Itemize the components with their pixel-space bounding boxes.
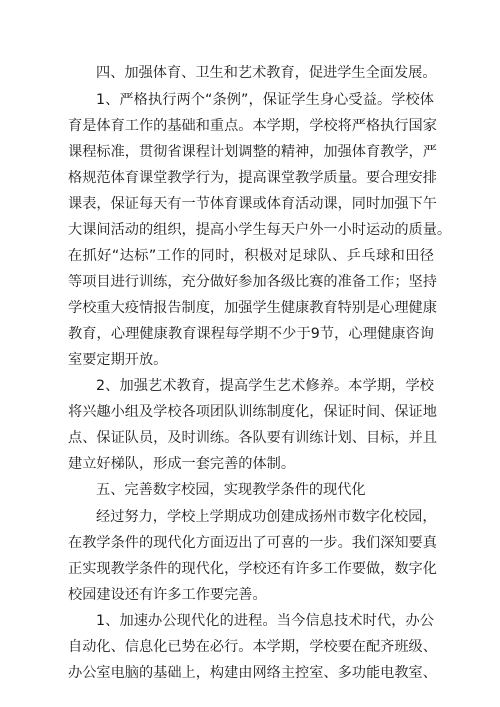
paragraph-line: 育是体育工作的基础和重点。本学期，学校将严格执行国家: [68, 118, 437, 134]
paragraph-line: 校园建设还有许多工作要完善。: [68, 587, 267, 603]
paragraph-line: 教育，心理健康教育课程每学期不少于9节，心理健康咨询: [68, 326, 434, 342]
paragraph-line: 2、加强艺术教育，提高学生艺术修养。本学期，学校: [96, 378, 434, 394]
section-heading-5: 五、完善数字校园，实现教学条件的现代化: [96, 482, 366, 498]
paragraph-line: 室要定期开放。: [68, 352, 168, 368]
paragraph-line: 课表，保证每天有一节体育课或体育活动课，同时加强下午: [68, 196, 437, 212]
paragraph-line: 1、严格执行两个“条例”，保证学生身心受益。学校体: [96, 92, 434, 108]
paragraph-line: 在抓好“达标”工作的同时，积极对足球队、乒乓球和田径: [68, 248, 434, 264]
paragraph-line: 课程标准，贯彻省课程计划调整的精神，加强体育教学，严: [68, 144, 437, 160]
paragraph-line: 等项目进行训练，充分做好参加各级比赛的准备工作；坚持: [68, 274, 437, 290]
paragraph-line: 办公室电脑的基础上，构建由网络主控室、多功能电教室、: [68, 665, 437, 681]
paragraph-line: 正实现教学条件的现代化，学校还有许多工作要做，数字化: [68, 561, 437, 577]
paragraph-line: 在教学条件的现代化方面迈出了可喜的一步。我们深知要真: [68, 535, 437, 551]
paragraph-line: 格规范体育课堂教学行为，提高课堂教学质量。要合理安排: [68, 170, 437, 186]
paragraph-line: 建立好梯队，形成一套完善的体制。: [68, 456, 296, 472]
paragraph-line: 经过努力，学校上学期成功创建成扬州市数字化校园，: [96, 509, 437, 525]
paragraph-line: 自动化、信息化已势在必行。本学期，学校要在配齐班级、: [68, 639, 437, 655]
paragraph-line: 1、加速办公现代化的进程。当今信息技术时代，办公: [96, 613, 434, 629]
paragraph-line: 将兴趣小组及学校各项团队训练制度化，保证时间、保证地: [68, 404, 437, 420]
paragraph-line: 大课间活动的组织，提高小学生每天户外一小时运动的质量。: [68, 222, 452, 238]
paragraph-line: 点、保证队员，及时训练。各队要有训练计划、目标，并且: [68, 430, 437, 446]
section-heading-4: 四、加强体育、卫生和艺术教育，促进学生全面发展。: [96, 65, 437, 81]
paragraph-line: 学校重大疫情报告制度，加强学生健康教育特别是心理健康: [68, 300, 437, 316]
